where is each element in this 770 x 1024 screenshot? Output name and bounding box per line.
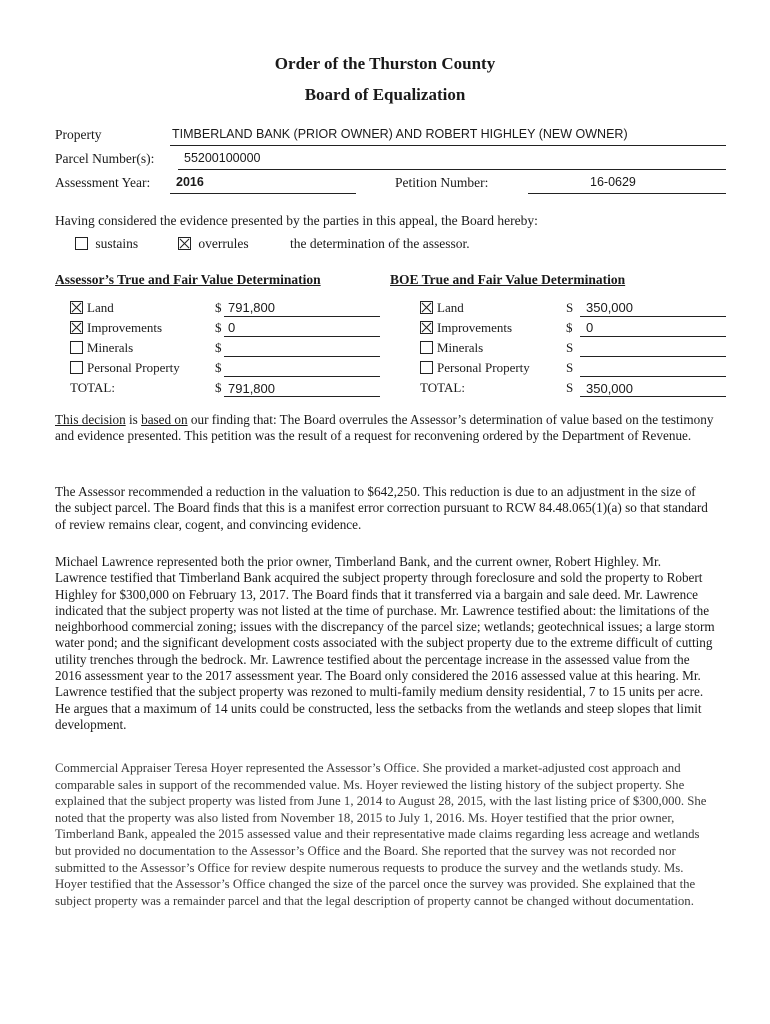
assessor-checkbox[interactable]: [70, 341, 83, 354]
overrules-label: overrules: [198, 236, 249, 251]
overrules-checkbox[interactable]: [178, 237, 191, 250]
assessor-recommendation-paragraph: The Assessor recommended a reduction in the valuation to $642,250. This reduction is due to an adjustment in the size of the subject parcel. The Board finds that this is a manifest error correction pursuant to RCW 84.48.065(1)(a) so that standard of review remains clear, cogent, and convincing evidence.: [55, 484, 708, 532]
boe-checkbox[interactable]: [420, 301, 433, 314]
boe-total-currency: S: [566, 380, 574, 395]
petition-label: Petition Number:: [395, 175, 489, 190]
boe-row: [420, 340, 483, 356]
year-label: Assessment Year:: [55, 175, 151, 190]
assessor-row-label: Personal Property: [87, 360, 180, 375]
assessor-value-line: [224, 376, 380, 377]
assessor-checkbox[interactable]: [70, 321, 83, 334]
boe-currency: S: [566, 300, 574, 315]
assessor-currency: $: [215, 300, 222, 315]
assessor-testimony-paragraph: Commercial Appraiser Teresa Hoyer represented the Assessor’s Office. She provided a market-adjusted cost approach and comparable sales in support of the recommended value. Ms. Hoyer reviewed the listing history of the subject property. She explained that the subject property was listed from June 1, 2014 to August 28, 2015, with the last listing price of $300,000. She noted that the property was also listed from November 18, 2015 to July 1, 2016. Ms. Hoyer testified that the prior owner, Timberland Bank, appealed the 2015 assessed value and their representative made claims regarding less acreage and wetlands but provided no documentation to the Assessor’s Office and the Board. She reported that the survey was not recorded nor submitted to the Assessor’s Office for review despite numerous requests to produce the survey and the wetlands study. Ms. Hoyer testified that the Assessor’s Office changed the size of the parcel once the survey was provided. She explained that the subject property was a remainder parcel and that the legal description of property cannot be changed without documentation.: [55, 761, 707, 908]
finding-paragraph: [55, 412, 715, 445]
finding-lead-2: based on: [141, 412, 188, 427]
assessor-total-currency: $: [215, 380, 222, 395]
assessor-row: [70, 340, 133, 356]
assessor-row-label: Minerals: [87, 340, 134, 355]
parcel-value: 55200100000: [184, 151, 261, 165]
boe-heading: BOE True and Fair Value Determination: [390, 272, 626, 287]
petition-underline: [528, 193, 726, 194]
boe-row-label: Personal Property: [437, 360, 530, 375]
boe-row: [420, 300, 464, 316]
petition-value: 16-0629: [590, 175, 636, 189]
document-title-line1: Order of the Thurston County: [274, 54, 496, 73]
sustains-label: sustains: [95, 236, 139, 251]
finding-rest: our finding that: The Board overrules the Assessor’s determination of value based on the testimony and evidence presented. This petition was the result of a request for reconvening ordered by the Department of Revenue.: [55, 412, 714, 444]
property-value: TIMBERLAND BANK (PRIOR OWNER) AND ROBERT HIGHLEY (NEW OWNER): [172, 127, 628, 141]
overrules-option[interactable]: [178, 236, 249, 252]
assessor-row: [70, 320, 162, 336]
finding-lead-mid: is: [125, 412, 142, 427]
boe-value-line: [580, 316, 726, 317]
assessor-heading: Assessor’s True and Fair Value Determination: [55, 272, 321, 287]
boe-value: 0: [586, 320, 594, 335]
boe-value: 350,000: [586, 300, 633, 315]
assessor-value-line: [224, 316, 380, 317]
boe-row: [420, 320, 512, 336]
decision-tail: the determination of the assessor.: [290, 236, 470, 251]
boe-total-value: 350,000: [586, 381, 633, 396]
assessor-value-line: [224, 396, 380, 397]
boe-value-line: [580, 336, 726, 337]
boe-row: [420, 360, 530, 376]
boe-checkbox[interactable]: [420, 321, 433, 334]
sustains-option[interactable]: [75, 236, 138, 252]
assessor-checkbox[interactable]: [70, 301, 83, 314]
boe-currency: $: [566, 320, 573, 335]
boe-row-label: Land: [437, 300, 464, 315]
boe-checkbox[interactable]: [420, 361, 433, 374]
parcel-label: Parcel Number(s):: [55, 151, 155, 166]
assessor-value: 0: [228, 320, 236, 335]
sustains-checkbox[interactable]: [75, 237, 88, 250]
parcel-underline: [178, 169, 726, 170]
assessor-row: [70, 360, 180, 376]
boe-value-line: [580, 376, 726, 377]
assessor-total-label: TOTAL:: [70, 380, 115, 395]
assessor-row-label: Land: [87, 300, 114, 315]
boe-total-label: TOTAL:: [420, 380, 465, 395]
assessor-total-value: 791,800: [228, 381, 275, 396]
year-underline: [170, 193, 356, 194]
property-underline: [170, 145, 726, 146]
assessor-row-label: Improvements: [87, 320, 163, 335]
property-label: Property: [55, 127, 102, 142]
assessor-value-line: [224, 336, 380, 337]
boe-value-line: [580, 356, 726, 357]
assessor-currency: $: [215, 340, 222, 355]
assessor-checkbox[interactable]: [70, 361, 83, 374]
owner-testimony-paragraph: Michael Lawrence represented both the prior owner, Timberland Bank, and the current owner, Robert Highley. Mr. Lawrence testified that Timberland Bank acquired the subject property through foreclosure and sold the property to Robert Highley for $300,000 on February 13, 2017. The Board finds that it transferred via a bargain and sale deed. Mr. Lawrence indicated that the subject property was not listed at the time of purchase. Mr. Lawrence testified about: the limitations of the neighborhood commercial zoning; issues with the discrepancy of the parcel size; wetlands; geotechnical issues; a large storm water pond; and the significant development costs associated with the subject property due to the extreme difficult of cutting utility trenches through the bedrock. Mr. Lawrence testified about the percentage increase in the assessed value from the 2016 assessment year to the 2017 assessment year. The Board only considered the 2016 assessed value at this hearing. Mr. Lawrence testified that the subject property was rezoned to multi-family medium density residential, 7 to 15 units per acre. He argues that a maximum of 14 units could be constructed, less the setbacks from the wetlands and steep slopes that limit development.: [55, 554, 715, 732]
assessor-value: 791,800: [228, 300, 275, 315]
year-value: 2016: [176, 175, 204, 189]
boe-row-label: Minerals: [437, 340, 484, 355]
boe-currency: S: [566, 360, 574, 375]
assessor-currency: $: [215, 360, 222, 375]
document-title-line2: Board of Equalization: [304, 85, 466, 104]
assessor-row: [70, 300, 114, 316]
boe-checkbox[interactable]: [420, 341, 433, 354]
decision-intro: Having considered the evidence presented by the parties in this appeal, the Board hereby:: [55, 213, 538, 228]
finding-lead-1: This decision: [55, 412, 126, 427]
assessor-value-line: [224, 356, 380, 357]
boe-currency: S: [566, 340, 574, 355]
boe-row-label: Improvements: [437, 320, 513, 335]
assessor-currency: $: [215, 320, 222, 335]
boe-value-line: [580, 396, 726, 397]
